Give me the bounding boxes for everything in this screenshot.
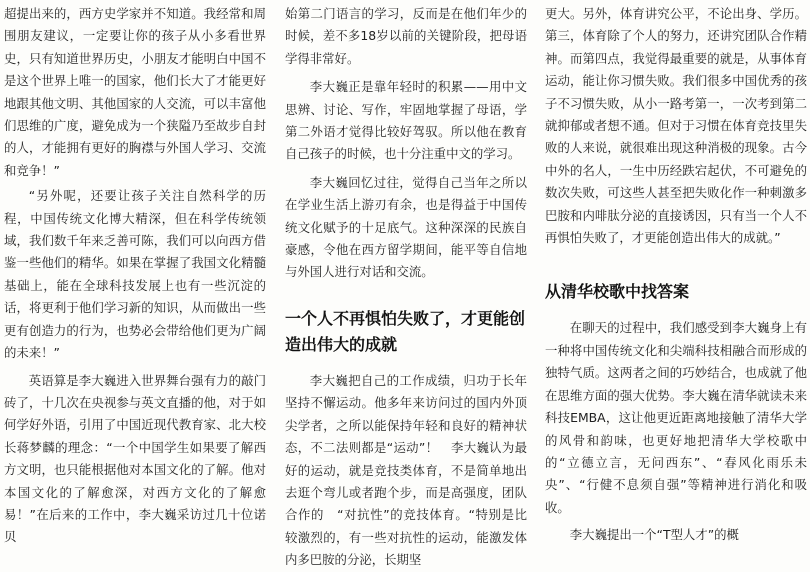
left-paragraph-1: 超提出来的，西方史学家并不知道。我经常和周围朋友建议，一定要让你的孩子从小多看世界史，只有知道世界历史，小朋友才能明白中国不是这个世界上唯一的国家，他们长大了才能更好地跟其他文明、其他国家的人交流，可以丰富他们思维的广度，避免成为一个狭隘乃至故步自封的人，才能拥有更好的胸襟与外国人学习、交流和竞争！” xyxy=(4,6,266,178)
section-heading-failure: 一个人不再惧怕失败了，才更能创造出伟大的成就 xyxy=(285,308,526,354)
middle-paragraph-4: 李大巍把自己的工作成绩，归功于长年坚持不懈运动。他多年来访问过的国内外顶尖学者，之所以能保持年轻和良好的精神状态，不二法则都是“运动”！ 李大巍认为最好的运动，就是竞技类体育，不是简单地出去逛个弯儿或者跑个步，而是高强度，团队合作的 “对抗性”的竞技体育。“特别是比较激烈的，有一些对抗性的运动，能激发体内多巴胺的分泌，长期坚 xyxy=(285,372,527,568)
left-paragraph-3: 英语算是李大巍进入世界舞台强有力的敲门砖了，十几次在央视参与英文直播的他，对于如何学好外语，引用了中国近现代教育家、北大校长蒋梦麟的理念：“一个中国学生如果要了解西方文明，也只能根据他对本国文化的了解。他对本国文化的了解愈深，对西方文化的了解愈易！”在后来的工作中，李大巍采访过几十位诺贝 xyxy=(4,372,266,545)
middle-column xyxy=(285,0,527,568)
right-column xyxy=(545,0,807,551)
middle-paragraph-1: 始第二门语言的学习，反而是在他们年少的时候，差不多18岁以前的关键阶段，把母语学得非常好。 xyxy=(285,6,527,66)
right-paragraph-1: 更大。另外，体育讲究公平，不论出身、学历。第三，体育除了个人的努力，还讲究团队合作精神。而第四点，我觉得最重要的就是，从事体育运动，能让你习惯失败。我们很多中国优秀的孩子不习惯失败，从小一路考第一，一次考到第二就抑郁或者想不通。但对于习惯在体育竞技里失败的人来说，就很难出现这种消极的现象。古今中外的名人，一生中历经跌宕起伏，不可避免的数次失败，可这些人甚至把失败化作一种刺激多巴胺和内啡肽分泌的直接诱因，只有当一个人不再惧怕失败了，才更能创造出伟大的成就。” xyxy=(545,6,807,246)
right-paragraph-2: 在聊天的过程中，我们感受到李大巍身上有一种将中国传统文化和尖端科技相融合而形成的独特气质。这两者之间的巧妙结合，也成就了他在思维方面的强大优势。李大巍在清华就读未来科技EMBA，这让他更近距离地接触了清华大学的风骨和韵味，也更好地把清华大学校歌中的“立德立言，无问西东”、“春风化雨乐未央”、“行健不息须自强”等精神进行消化和吸收。 xyxy=(545,320,807,515)
left-column xyxy=(4,0,266,551)
middle-paragraph-3: 李大巍回忆过往，觉得自己当年之所以在学业生活上游刃有余，也是得益于中国传统文化赋予的十足底气。这种深深的民族自豪感，令他在西方留学期间，能平等自信地与外国人进行对话和交流。 xyxy=(285,174,527,280)
left-paragraph-2: “另外呢，还要让孩子关注自然科学的历程，中国传统文化博大精深，但在科学传统领域，我们数千年来乏善可陈，我们可以向西方借鉴一些他们的精华。如果在掌握了我国文化精髓基础上，能在全球科技发展上也有一些沉淀的话，将更利于他们学习新的知识，从而做出一些更有创造力的行为，也势必会带给他们更为广阔的未来！” xyxy=(4,188,266,361)
section-heading-tsinghua: 从清华校歌中找答案 xyxy=(545,282,690,302)
middle-paragraph-2: 李大巍正是靠年轻时的积累——用中文思辨、讨论、写作，牢固地掌握了母语，学第二外语才觉得比较好驾驭。所以他在教育自己孩子的时候，也十分注重中文的学习。 xyxy=(285,79,527,162)
right-paragraph-3: 李大巍提出一个“T型人才”的概 xyxy=(569,527,739,543)
